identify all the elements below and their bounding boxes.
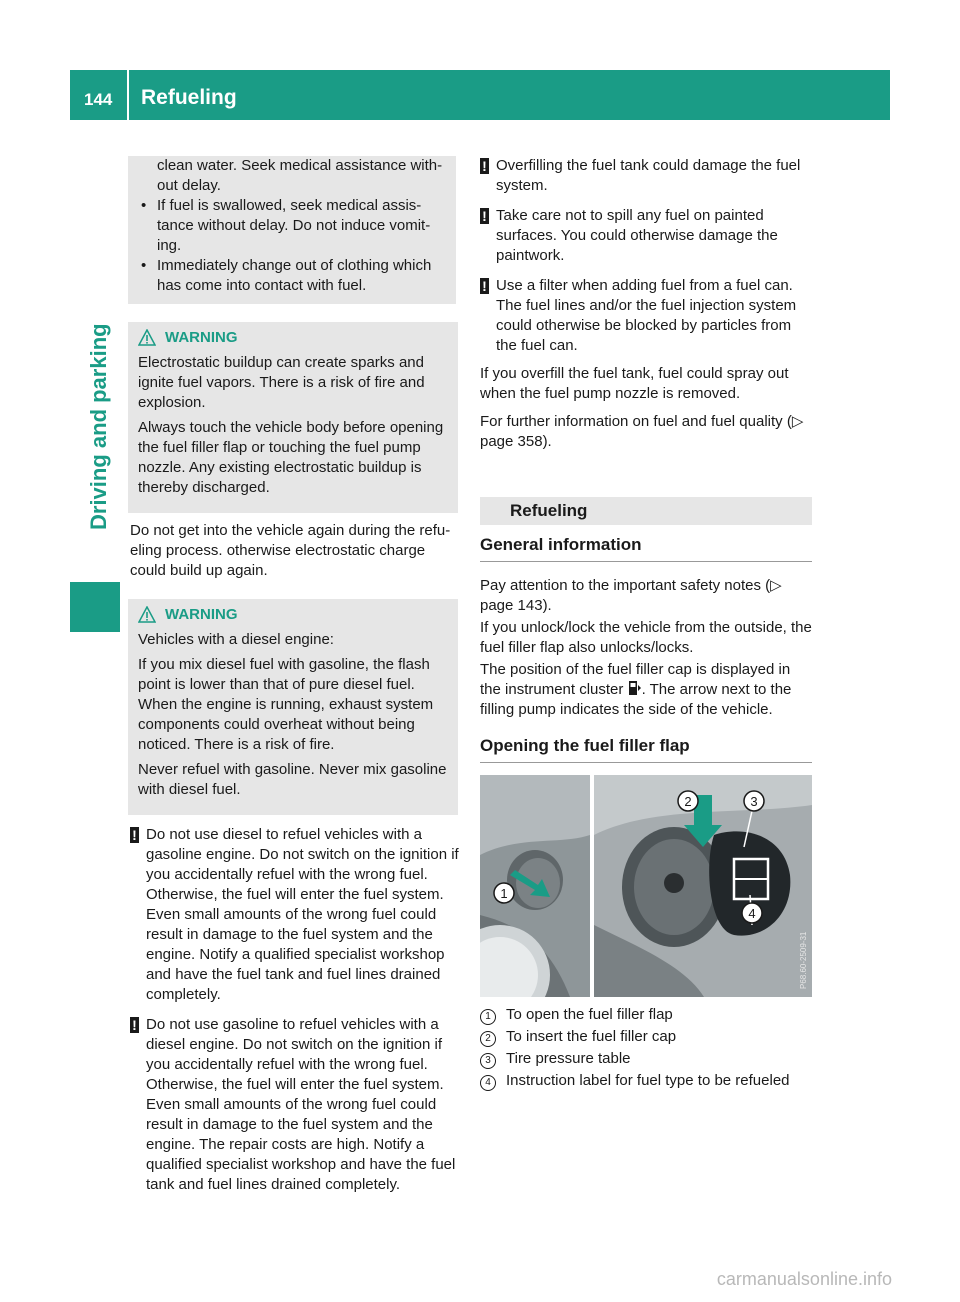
warning-heading: [138, 605, 450, 625]
legend-item: [480, 1071, 812, 1091]
header-divider: [127, 70, 129, 120]
watermark: carmanualsonline.info: [716, 1269, 892, 1289]
legend-item: [480, 1027, 812, 1047]
warning-title: WARNING: [165, 329, 238, 346]
notice-text: Do not use diesel to refuel vehicles with a gasoline engine. Do not switch on the ignition if you accidentally refuel with the wrong fuel. Otherwise, the fuel will enter the fuel system. Even small amounts of the wrong fuel could result in damage to the fuel system and the engine. Notify a qualified specialist workshop and have the fuel tank and fuel lines drained completely.: [146, 826, 459, 1003]
warning-text: If you mix diesel fuel with gasoline, the flash point is lower than that of pure diesel fuel. When the engine is running, exhaust system components could overheat without being noticed. There is a risk of fire.: [138, 656, 434, 753]
body-paragraph: Do not get into the vehicle again during the refu- eling process. otherwise electrostatic charge could build up again.: [130, 522, 451, 579]
warning-triangle-icon: [138, 329, 156, 347]
notice-item: [130, 825, 460, 1005]
continued-warning-box: [128, 156, 456, 304]
car-side-illustration: [480, 775, 590, 997]
warning-text: Electrostatic buildup can create sparks and ignite fuel vapors. There is a risk of fire and explosion.: [138, 354, 425, 411]
side-section-label: Driving and parking: [86, 323, 111, 530]
notice-item: [130, 1015, 460, 1195]
page-number: 144: [84, 90, 113, 109]
side-tab-block: [70, 582, 120, 632]
left-column: [130, 156, 460, 1195]
legend-number: 1: [480, 1009, 496, 1025]
cont-line: out delay.: [157, 177, 221, 194]
legend-item: [480, 1049, 812, 1069]
notice-text: Do not use gasoline to refuel vehicles with a diesel engine. Do not switch on the ignition if you accidentally refuel with the wrong fuel. Otherwise, the fuel will enter the fuel system. Even small amounts of the wrong fuel could result in damage to the fuel system and the engine. The repair costs are high. Notify a qualified specialist workshop and have the fuel tank and fuel lines drained completely.: [146, 1016, 456, 1193]
legend-text: To open the fuel filler flap: [506, 1006, 673, 1023]
warning-box-electrostatic: [128, 322, 458, 513]
warning-text: Vehicles with a diesel engine:: [138, 631, 334, 648]
warning-box-diesel: [128, 599, 458, 815]
figure-panel-side-view: [480, 775, 590, 997]
notice-text: Overfilling the fuel tank could damage the fuel system.: [496, 157, 801, 194]
notice-item: [480, 156, 812, 196]
figure-legend: [480, 1005, 812, 1091]
exclamation-icon: !: [130, 1017, 139, 1033]
legend-text: To insert the fuel filler cap: [506, 1028, 677, 1045]
text-fragment: The position of the fuel filler cap is displayed in the instrument cluster: [480, 661, 791, 698]
bullet-icon: •: [141, 257, 147, 274]
bullet-item: [138, 256, 448, 296]
legend-number: 2: [480, 1031, 496, 1047]
warning-text: Always touch the vehicle body before opening the fuel filler flap or touching the fuel pump nozzle. Any existing electrostatic buildup is thereby discharged.: [138, 419, 444, 496]
warning-heading: [138, 328, 450, 348]
page-title: Refueling: [141, 86, 237, 109]
body-paragraph: [480, 660, 812, 720]
bullet-text: Immediately change out of clothing which has come into contact with fuel.: [157, 257, 432, 294]
figure-callout: 3: [750, 794, 758, 809]
body-paragraph: If you unlock/lock the vehicle from the outside, the fuel filler flap also unlocks/locks.: [480, 619, 812, 656]
legend-number: 3: [480, 1053, 496, 1069]
legend-number: 4: [480, 1075, 496, 1091]
warning-triangle-icon: [138, 606, 156, 624]
figure-callout: 2: [684, 794, 692, 809]
exclamation-icon: !: [480, 278, 489, 294]
legend-text: Instruction label for fuel type to be refueled: [506, 1072, 790, 1089]
subsection-general-information: General information: [480, 535, 812, 562]
cont-line: clean water. Seek medical assistance with-: [157, 157, 443, 174]
exclamation-icon: !: [480, 208, 489, 224]
notice-item: [480, 276, 812, 356]
body-paragraph: If you overfill the fuel tank, fuel could spray out when the fuel pump nozzle is removed.: [480, 365, 789, 402]
bullet-icon: •: [141, 197, 147, 214]
legend-item: [480, 1005, 812, 1025]
warning-title: WARNING: [165, 606, 238, 623]
open-flap-illustration: [594, 775, 812, 997]
text-fragment: . The arrow next to the filling pump indicates the side of the vehicle.: [480, 681, 792, 718]
fuel-pump-icon: [628, 680, 642, 696]
legend-text: Tire pressure table: [506, 1050, 631, 1067]
bullet-text: If fuel is swallowed, seek medical assis- tance without delay. Do not induce vomit- ing.: [157, 197, 431, 254]
notice-text: Use a filter when adding fuel from a fuel can. The fuel lines and/or the fuel injection system could otherwise be blocked by particles from the fuel can.: [496, 277, 797, 354]
figure-callout: 4: [748, 906, 756, 921]
body-paragraph: Pay attention to the important safety notes (▷ page 143).: [480, 577, 782, 614]
right-column: [480, 156, 812, 1093]
bullet-item: [138, 196, 448, 256]
subsection-opening-flap: Opening the fuel filler flap: [480, 736, 812, 763]
warning-text: Never refuel with gasoline. Never mix gasoline with diesel fuel.: [138, 761, 447, 798]
notice-item: [480, 206, 812, 266]
exclamation-icon: !: [130, 827, 139, 843]
section-title: Refueling: [480, 497, 812, 525]
fuel-flap-figure: [480, 775, 812, 997]
figure-panel-open-flap: [594, 775, 812, 997]
figure-callout: 1: [500, 886, 508, 901]
figure-code: P68.60-2509-31: [799, 931, 808, 989]
body-paragraph: For further information on fuel and fuel quality (▷ page 358).: [480, 413, 804, 450]
exclamation-icon: !: [480, 158, 489, 174]
notice-text: Take care not to spill any fuel on painted surfaces. You could otherwise damage the paintwork.: [496, 207, 778, 264]
